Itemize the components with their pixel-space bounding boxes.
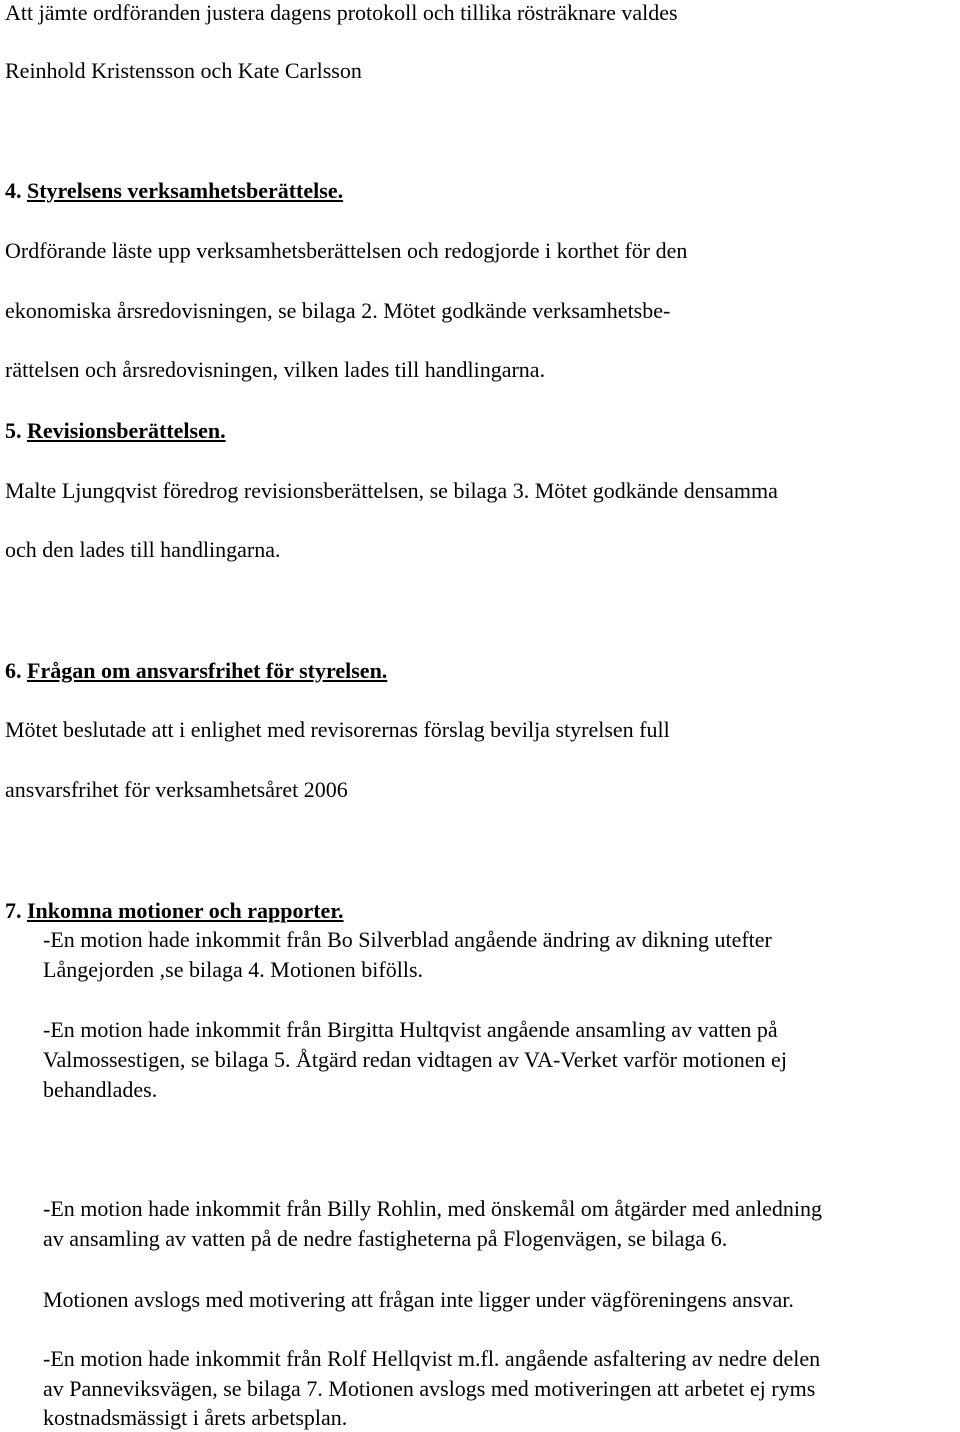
section-heading	[5, 658, 387, 684]
section-title: Frågan om ansvarsfrihet för styrelsen.	[27, 658, 388, 683]
section-heading	[5, 898, 344, 924]
paragraph-line: och den lades till handlingarna.	[5, 537, 281, 562]
motion-line: -En motion hade inkommit från Rolf Hellqvist m.fl. angående asfaltering av nedre delen	[43, 1346, 821, 1371]
paragraph-line: Ordförande läste upp verksamhetsberättelsen och redogjorde i korthet för den	[5, 238, 688, 263]
paragraph-line: ansvarsfrihet för verksamhetsåret 2006	[5, 777, 348, 802]
section-number: 6.	[5, 658, 22, 683]
paragraph-line: ekonomiska årsredovisningen, se bilaga 2. Mötet godkände verksamhetsbe-	[5, 298, 671, 323]
motion-line: behandlades.	[43, 1077, 158, 1102]
motion-line: av ansamling av vatten på de nedre fastigheterna på Flogenvägen, se bilaga 6.	[43, 1226, 728, 1251]
intro-line: Reinhold Kristensson och Kate Carlsson	[5, 58, 362, 83]
paragraph-line: Mötet beslutade att i enlighet med revisorernas förslag bevilja styrelsen full	[5, 717, 670, 742]
paragraph-line: rättelsen och årsredovisningen, vilken lades till handlingarna.	[5, 357, 546, 382]
paragraph-line: Malte Ljungqvist föredrog revisionsberättelsen, se bilaga 3. Mötet godkände densamma	[5, 478, 778, 503]
motion-line: Långejorden ,se bilaga 4. Motionen bifölls.	[43, 957, 424, 982]
motion-line: Valmossestigen, se bilaga 5. Åtgärd redan vidtagen av VA-Verket varför motionen ej	[43, 1047, 787, 1072]
section-number: 7.	[5, 898, 22, 923]
section-title: Styrelsens verksamhetsberättelse.	[27, 178, 344, 203]
section-heading	[5, 418, 226, 444]
section-number: 5.	[5, 418, 22, 443]
intro-line: Att jämte ordföranden justera dagens protokoll och tillika rösträknare valdes	[5, 0, 678, 25]
motion-line: -En motion hade inkommit från Birgitta Hultqvist angående ansamling av vatten på	[43, 1017, 778, 1042]
motion-line: Motionen avslogs med motivering att frågan inte ligger under vägföreningens ansvar.	[43, 1287, 794, 1312]
motion-line: -En motion hade inkommit från Billy Rohlin, med önskemål om åtgärder med anledning	[43, 1196, 823, 1221]
section-number: 4.	[5, 178, 22, 203]
section-heading	[5, 178, 343, 204]
motion-line: -En motion hade inkommit från Bo Silverblad angående ändring av dikning utefter	[43, 927, 772, 952]
motion-line: av Panneviksvägen, se bilaga 7. Motionen avslogs med motiveringen att arbetet ej ryms	[43, 1376, 816, 1401]
section-title: Revisionsberättelsen.	[27, 418, 226, 443]
motion-line: kostnadsmässigt i årets arbetsplan.	[43, 1405, 348, 1430]
section-title: Inkomna motioner och rapporter.	[27, 898, 344, 923]
